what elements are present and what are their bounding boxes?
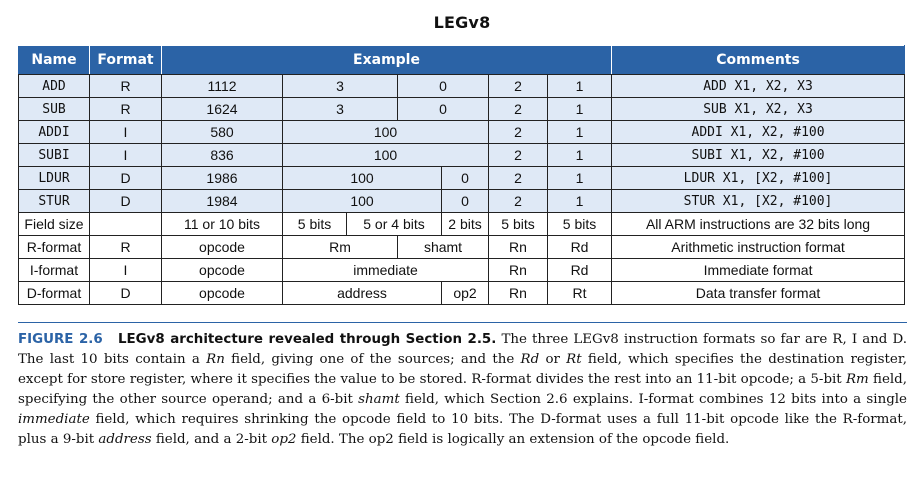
figure-label: FIGURE 2.6: [18, 332, 103, 347]
table-row: [19, 144, 905, 167]
field-opcode: 1112: [162, 75, 283, 98]
instr-format: D: [90, 167, 162, 190]
instr-comment: SUB X1, X2, X3: [612, 98, 905, 121]
table-row: [19, 190, 905, 213]
field-rn: 2: [489, 121, 548, 144]
instr-comment: LDUR X1, [X2, #100]: [612, 167, 905, 190]
table-row: [19, 98, 905, 121]
field-immediate: 100: [283, 144, 489, 167]
field-rn: 2: [489, 190, 548, 213]
field-op2: 0: [442, 190, 489, 213]
format-comment: Immediate format: [612, 259, 905, 282]
i-format-row: [19, 259, 905, 282]
legv8-format-table: [18, 45, 905, 305]
format-rn: Rn: [489, 259, 548, 282]
format-rd: Rd: [548, 259, 612, 282]
table-row: [19, 75, 905, 98]
caption-text: field, giving one of the sources; and the: [224, 352, 521, 367]
field-rn: 2: [489, 75, 548, 98]
field-shamt: 0: [398, 98, 489, 121]
format-op2: op2: [442, 282, 489, 305]
field-size-label: Field size: [19, 213, 90, 236]
format-address: address: [283, 282, 442, 305]
caption-term: Rt: [566, 352, 582, 367]
instr-name: ADDI: [19, 121, 90, 144]
table-row: [19, 167, 905, 190]
field-rd: 1: [548, 75, 612, 98]
format-opcode: opcode: [162, 236, 283, 259]
format-letter: D: [90, 282, 162, 305]
format-shamt: shamt: [398, 236, 489, 259]
instr-format: I: [90, 121, 162, 144]
format-name: I-format: [19, 259, 90, 282]
field-opcode: 1986: [162, 167, 283, 190]
instr-format: D: [90, 190, 162, 213]
d-format-row: [19, 282, 905, 305]
caption-text: field, which specifies the destination register, except for store register, where it specifies the value to be stored. R-format divides the rest into an 11-bit opcode; a 5-bit: [18, 352, 908, 387]
field-size-opcode: 11 or 10 bits: [162, 213, 283, 236]
figure-caption: [18, 322, 907, 450]
format-opcode: opcode: [162, 259, 283, 282]
format-letter: I: [90, 259, 162, 282]
field-size-op2: 2 bits: [442, 213, 489, 236]
format-immediate: immediate: [283, 259, 489, 282]
field-address: 100: [283, 167, 442, 190]
caption-text: The three LEGv8 instruction formats so far are R, I and D. The last 10 bits contain a: [18, 332, 907, 367]
instr-format: I: [90, 144, 162, 167]
instr-name: SUB: [19, 98, 90, 121]
format-name: R-format: [19, 236, 90, 259]
caption-text: field, which Section 2.6 explains. I-format combines 12 bits into a single: [399, 392, 907, 407]
field-size-format: [90, 213, 162, 236]
field-opcode: 836: [162, 144, 283, 167]
caption-text: field, and a 2-bit: [151, 432, 272, 447]
caption-text: field, specifying the other source operand; and a 6-bit: [18, 372, 907, 407]
field-rt: 1: [548, 167, 612, 190]
format-letter: R: [90, 236, 162, 259]
instr-name: ADD: [19, 75, 90, 98]
field-size-rm: 5 bits: [283, 213, 347, 236]
field-rn: 2: [489, 98, 548, 121]
format-name: D-format: [19, 282, 90, 305]
field-size-row: [19, 213, 905, 236]
field-size-rn: 5 bits: [489, 213, 548, 236]
instr-format: R: [90, 75, 162, 98]
instr-name: STUR: [19, 190, 90, 213]
format-rt: Rt: [548, 282, 612, 305]
field-opcode: 1624: [162, 98, 283, 121]
field-rd: 1: [548, 144, 612, 167]
header-comments: Comments: [612, 46, 905, 75]
field-op2: 0: [442, 167, 489, 190]
caption-text: field, which requires shrinking the opcode field to 10 bits. The D-format uses a full 11-bit opcode like the R-format, plus a 9-bit: [18, 412, 907, 447]
instr-comment: ADD X1, X2, X3: [612, 75, 905, 98]
caption-term: op2: [271, 432, 297, 447]
field-opcode: 580: [162, 121, 283, 144]
instr-comment: ADDI X1, X2, #100: [612, 121, 905, 144]
field-rn: 2: [489, 167, 548, 190]
field-rt: 1: [548, 190, 612, 213]
format-rm: Rm: [283, 236, 398, 259]
format-rn: Rn: [489, 236, 548, 259]
field-shamt: 0: [398, 75, 489, 98]
table-title: LEGv8: [433, 13, 491, 32]
caption-text: or: [539, 352, 567, 367]
caption-term: Rd: [520, 352, 540, 367]
field-rd: 1: [548, 121, 612, 144]
caption-heading: LEGv8 architecture revealed through Section 2.5.: [117, 332, 497, 347]
format-rn: Rn: [489, 282, 548, 305]
field-size-shamt: 5 or 4 bits: [347, 213, 442, 236]
r-format-row: [19, 236, 905, 259]
field-size-comment: All ARM instructions are 32 bits long: [612, 213, 905, 236]
format-comment: Arithmetic instruction format: [612, 236, 905, 259]
caption-term: address: [98, 432, 152, 447]
instr-name: SUBI: [19, 144, 90, 167]
header-name: Name: [19, 46, 90, 75]
header-example: Example: [162, 46, 612, 75]
caption-term: immediate: [18, 412, 90, 427]
instr-format: R: [90, 98, 162, 121]
format-comment: Data transfer format: [612, 282, 905, 305]
caption-term: Rm: [845, 372, 869, 387]
caption-text: field. The op2 field is logically an extension of the opcode field.: [296, 432, 730, 447]
caption-term: shamt: [358, 392, 400, 407]
instr-name: LDUR: [19, 167, 90, 190]
caption-term: Rn: [206, 352, 225, 367]
format-opcode: opcode: [162, 282, 283, 305]
field-size-rd: 5 bits: [548, 213, 612, 236]
table-row: [19, 121, 905, 144]
instr-comment: STUR X1, [X2, #100]: [612, 190, 905, 213]
field-opcode: 1984: [162, 190, 283, 213]
field-address: 100: [283, 190, 442, 213]
header-row: [19, 46, 905, 75]
instr-comment: SUBI X1, X2, #100: [612, 144, 905, 167]
header-format: Format: [90, 46, 162, 75]
field-rm: 3: [283, 98, 398, 121]
format-rd: Rd: [548, 236, 612, 259]
field-immediate: 100: [283, 121, 489, 144]
field-rm: 3: [283, 75, 398, 98]
field-rd: 1: [548, 98, 612, 121]
field-rn: 2: [489, 144, 548, 167]
